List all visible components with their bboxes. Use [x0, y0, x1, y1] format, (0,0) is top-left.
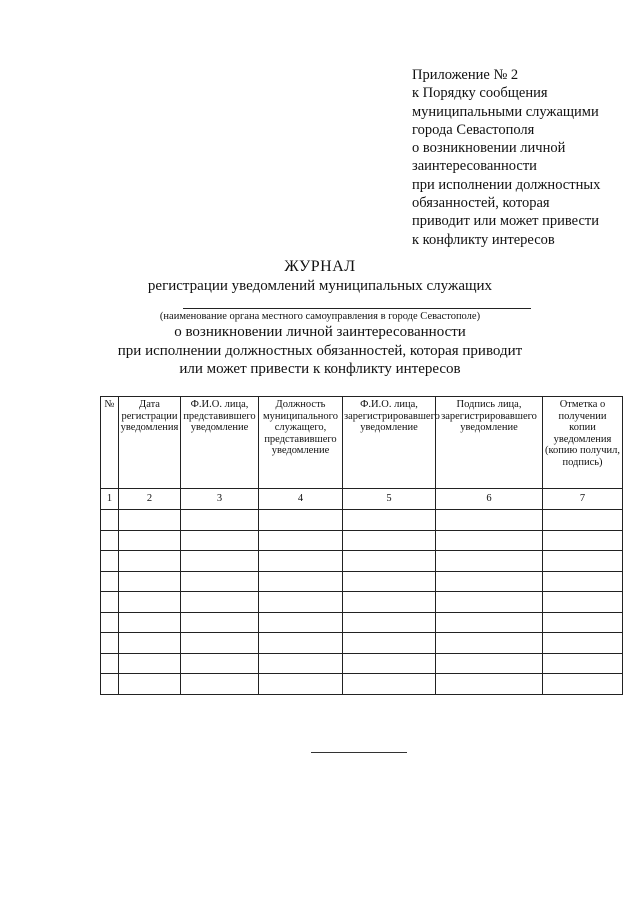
- empty-cell: [181, 592, 259, 613]
- empty-cell: [343, 633, 436, 654]
- empty-cell: [436, 530, 543, 551]
- empty-cell: [101, 653, 119, 674]
- empty-cell: [436, 653, 543, 674]
- column-number: 6: [436, 489, 543, 510]
- table-row: [101, 592, 623, 613]
- table-row: [101, 674, 623, 695]
- empty-cell: [543, 612, 623, 633]
- empty-cell: [436, 633, 543, 654]
- empty-cell: [436, 612, 543, 633]
- empty-cell: [101, 571, 119, 592]
- column-number: 5: [343, 489, 436, 510]
- header-cell: Ф.И.О. лица, зарегистрировавшего уведомление: [343, 397, 436, 489]
- journal-line-2: при исполнении должностных обязанностей, которая приводит: [117, 343, 523, 359]
- empty-cell: [119, 510, 181, 531]
- appendix-block: [412, 66, 632, 249]
- column-number-row: [101, 489, 623, 510]
- empty-cell: [119, 653, 181, 674]
- org-caption: (наименование органа местного самоуправления в городе Севастополе): [159, 311, 481, 322]
- empty-cell: [436, 551, 543, 572]
- empty-cell: [436, 510, 543, 531]
- table-row: [101, 510, 623, 531]
- header-cell: Отметка о получении копии уведомления (копию получил, подпись): [543, 397, 623, 489]
- appendix-line: при исполнении должностных: [412, 176, 601, 193]
- org-name-line: [183, 308, 531, 309]
- empty-cell: [119, 530, 181, 551]
- empty-cell: [436, 674, 543, 695]
- empty-cell: [543, 530, 623, 551]
- empty-cell: [543, 674, 623, 695]
- table-header-row: [101, 397, 623, 489]
- table-row: [101, 530, 623, 551]
- column-number: 7: [543, 489, 623, 510]
- empty-cell: [181, 571, 259, 592]
- empty-cell: [343, 592, 436, 613]
- header-cell: Должность муниципального служащего, представившего уведомление: [259, 397, 343, 489]
- empty-cell: [181, 674, 259, 695]
- header-cell: Дата регистрации уведомления: [119, 397, 181, 489]
- header-cell: №: [101, 397, 119, 489]
- empty-cell: [259, 571, 343, 592]
- empty-cell: [543, 571, 623, 592]
- empty-cell: [101, 612, 119, 633]
- journal-subtitle: регистрации уведомлений муниципальных служащих: [147, 278, 493, 294]
- empty-cell: [543, 551, 623, 572]
- journal-line-1: о возникновении личной заинтересованности: [174, 324, 466, 340]
- empty-cell: [343, 674, 436, 695]
- empty-cell: [181, 633, 259, 654]
- table-row: [101, 653, 623, 674]
- appendix-line: города Севастополя: [412, 121, 535, 138]
- empty-cell: [343, 612, 436, 633]
- empty-cell: [259, 674, 343, 695]
- empty-cell: [343, 530, 436, 551]
- empty-cell: [259, 653, 343, 674]
- empty-cell: [259, 551, 343, 572]
- appendix-line: муниципальными служащими: [412, 103, 599, 120]
- empty-cell: [101, 510, 119, 531]
- journal-table: [100, 396, 623, 695]
- empty-cell: [343, 653, 436, 674]
- appendix-line: приводит или может привести: [412, 213, 599, 230]
- empty-cell: [259, 510, 343, 531]
- journal-title: ЖУРНАЛ: [284, 258, 356, 275]
- empty-cell: [259, 592, 343, 613]
- appendix-line: к конфликту интересов: [412, 231, 555, 248]
- empty-cell: [101, 592, 119, 613]
- empty-cell: [343, 571, 436, 592]
- empty-cell: [181, 530, 259, 551]
- appendix-line: к Порядку сообщения: [412, 85, 548, 102]
- column-number: 4: [259, 489, 343, 510]
- empty-cell: [119, 571, 181, 592]
- appendix-line: о возникновении личной: [412, 140, 566, 157]
- empty-cell: [119, 674, 181, 695]
- empty-cell: [101, 633, 119, 654]
- appendix-line: Приложение № 2: [412, 67, 519, 83]
- empty-cell: [119, 612, 181, 633]
- appendix-line: заинтересованности: [412, 158, 537, 175]
- empty-cell: [259, 612, 343, 633]
- empty-cell: [543, 633, 623, 654]
- empty-cell: [259, 530, 343, 551]
- column-number: 2: [119, 489, 181, 510]
- empty-cell: [181, 653, 259, 674]
- empty-cell: [101, 674, 119, 695]
- column-number: 3: [181, 489, 259, 510]
- empty-cell: [101, 551, 119, 572]
- empty-cell: [543, 653, 623, 674]
- empty-cell: [181, 551, 259, 572]
- end-divider: [311, 752, 407, 753]
- table-row: [101, 633, 623, 654]
- empty-cell: [543, 510, 623, 531]
- empty-cell: [119, 592, 181, 613]
- empty-cell: [259, 633, 343, 654]
- table-row: [101, 612, 623, 633]
- empty-cell: [343, 551, 436, 572]
- empty-cell: [181, 612, 259, 633]
- empty-cell: [101, 530, 119, 551]
- empty-cell: [181, 510, 259, 531]
- empty-cell: [119, 551, 181, 572]
- header-cell: Подпись лица, зарегистрировавшего уведомление: [436, 397, 543, 489]
- empty-cell: [436, 571, 543, 592]
- empty-cell: [436, 592, 543, 613]
- empty-cell: [543, 592, 623, 613]
- table-row: [101, 571, 623, 592]
- empty-cell: [343, 510, 436, 531]
- table-row: [101, 551, 623, 572]
- header-cell: Ф.И.О. лица, представившего уведомление: [181, 397, 259, 489]
- column-number: 1: [101, 489, 119, 510]
- appendix-line: обязанностей, которая: [412, 195, 550, 212]
- journal-line-3: или может привести к конфликту интересов: [179, 361, 461, 377]
- empty-cell: [119, 633, 181, 654]
